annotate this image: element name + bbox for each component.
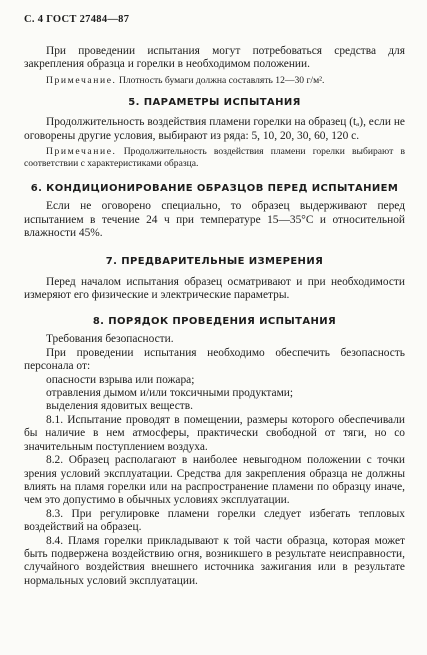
section-7-paragraph: Перед началом испытания образец осматривают и при необходимости измеряют его физические и электрические параметры.	[24, 275, 405, 302]
safety-heading: Требования безопасности.	[46, 333, 174, 346]
section-7-title: 7. ПРЕДВАРИТЕЛЬНЫЕ ИЗМЕРЕНИЯ	[105, 255, 324, 267]
section-5-note	[24, 146, 405, 169]
list-item: опасности взрыва или пожара;	[46, 373, 195, 386]
intro-note	[24, 75, 405, 87]
clause-8-3: 8.3. При регулировке пламени горелки следует избегать тепловых воздействий на образец.	[24, 507, 405, 534]
safety-list	[24, 374, 405, 414]
clause-8-4: 8.4. Пламя горелки прикладывают к той части образца, которая может быть подвержена воздействию огня, возникшего в результате неисправности, случайного воздействия внешнего источника зажигания или в результате нормальных условий эксплуатации.	[24, 534, 405, 587]
section-5-note-label: Примечание.	[46, 146, 117, 158]
section-6-paragraph: Если не оговорено специально, то образец выдерживают перед испытанием в течение 24 ч при температуре 15—35°С и относительной влажности 45%.	[24, 200, 405, 240]
page-header: С. 4 ГОСТ 27484—87	[24, 14, 130, 25]
intro-note-text: Плотность бумаги должна составлять 12—30 г/м².	[116, 74, 325, 86]
clause-8-2: 8.2. Образец располагают в наиболее невыгодном положении с точки зрения условий эксплуатации. Средства для закрепления образца не должны влиять на пламя горелки или на распространение пламени по образцу иначе, чем это допустимо в обычных условиях эксплуатации.	[24, 454, 405, 507]
list-item: выделения ядовитых веществ.	[46, 400, 194, 413]
intro-note-label: Примечание.	[46, 74, 117, 86]
intro-paragraph: При проведении испытания могут потребоваться средства для закрепления образца и горелки в необходимом положении.	[24, 45, 405, 71]
section-5-note-text: Продолжительность воздействия пламени горелки выбирают в соответствии с характеристиками образца.	[24, 146, 405, 169]
section-6-title: 6. КОНДИЦИОНИРОВАНИЕ ОБРАЗЦОВ ПЕРЕД ИСПЫТАНИЕМ	[30, 183, 399, 195]
list-item: отравления дымом и/или токсичными продуктами;	[46, 387, 294, 400]
safety-intro: При проведении испытания необходимо обеспечить безопасность персонала от:	[24, 346, 405, 373]
section-5-title: 5. ПАРАМЕТРЫ ИСПЫТАНИЯ	[128, 97, 301, 109]
section-5-paragraph: Продолжительность воздействия пламени горелки на образец (tₐ), если не оговорены другие условия, выбирают из ряда: 5, 10, 20, 30, 60, 120 с.	[24, 116, 405, 142]
section-8-title: 8. ПОРЯДОК ПРОВЕДЕНИЯ ИСПЫТАНИЯ	[92, 316, 337, 328]
clause-8-1: 8.1. Испытание проводят в помещении, размеры которого обеспечивали бы наличие в нем атмосферы, практически свободной от тяги, но со значительным поступлением воздуха.	[24, 413, 405, 453]
